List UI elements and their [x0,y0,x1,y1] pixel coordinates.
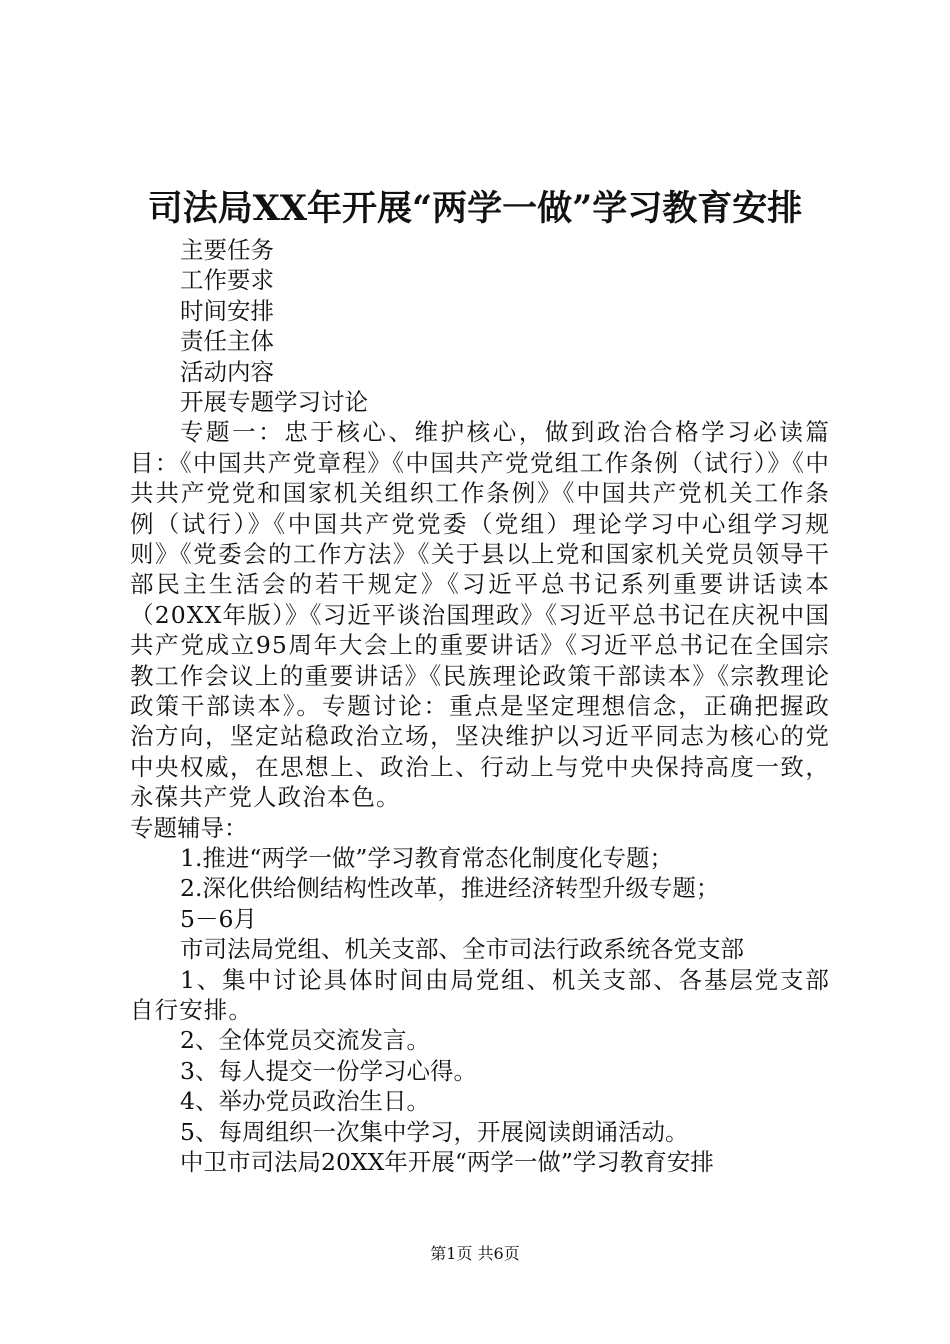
activity-item: 2、全体党员交流发言。 [180,1026,430,1055]
activity-item: 4、举办党员政治生日。 [180,1087,430,1116]
heading-topic-study: 开展专题学习讨论 [180,387,368,416]
heading-work-requirements: 工作要求 [180,266,274,295]
heading-main-tasks: 主要任务 [180,236,274,264]
time-text: 5－6月 [180,904,257,933]
guidance-item: 1.推进“两学一做”学习教育常态化制度化专题； [180,844,673,873]
document-body [130,235,830,1177]
heading-activity-content: 活动内容 [180,357,274,386]
activity-item: 3、每人提交一份学习心得。 [180,1056,477,1085]
heading-schedule: 时间安排 [180,296,274,325]
document-title: 司法局XX年开展“两学一做”学习教育安排 [147,188,803,229]
guidance-item: 2.深化供给侧结构性改革，推进经济转型升级专题； [180,874,720,903]
page-number-footer: 第1页 共6页 [430,1244,520,1263]
topic1-paragraph: 专题一：忠于核心、维护核心，做到政治合格学习必读篇目：《中国共产党章程》《中国共产党党组工作条例（试行）》《中共共产党党和国家机关组织工作条例》《中国共产党机关工作条例（试行）》《中国共产党党委（党组）理论学习中心组学习规则》《党委会的工作方法》《关于县以上党和国家机关党员领导干部民主生活会的若干规定》《习近平总书记系列重要讲话读本（20XX年版）》《习近平谈治国理政》《习近平总书记在庆祝中国共产党成立95周年大会上的重要讲话》《习近平总书记在全国宗教工作会议上的重要讲话》《民族理论政策干部读本》《宗教理论政策干部读本》。专题讨论：重点是坚定理想信念，正确把握政治方向，坚定站稳政治立场，坚决维护以习近平同志为核心的党中央权威，在思想上、政治上、行动上与党中央保持高度一致，永葆共产党人政治本色。 [130,418,830,812]
activity-item: 1、集中讨论具体时间由局党组、机关支部、各基层党支部自行安排。 [130,965,830,1024]
closing-title: 中卫市司法局20XX年开展“两学一做”学习教育安排 [180,1147,714,1176]
heading-responsible-party: 责任主体 [180,327,274,356]
guidance-label: 专题辅导： [130,813,248,842]
responsible-text: 市司法局党组、机关支部、全市司法行政系统各党支部 [180,935,744,964]
activity-item: 5、每周组织一次集中学习，开展阅读朗诵活动。 [180,1117,689,1146]
